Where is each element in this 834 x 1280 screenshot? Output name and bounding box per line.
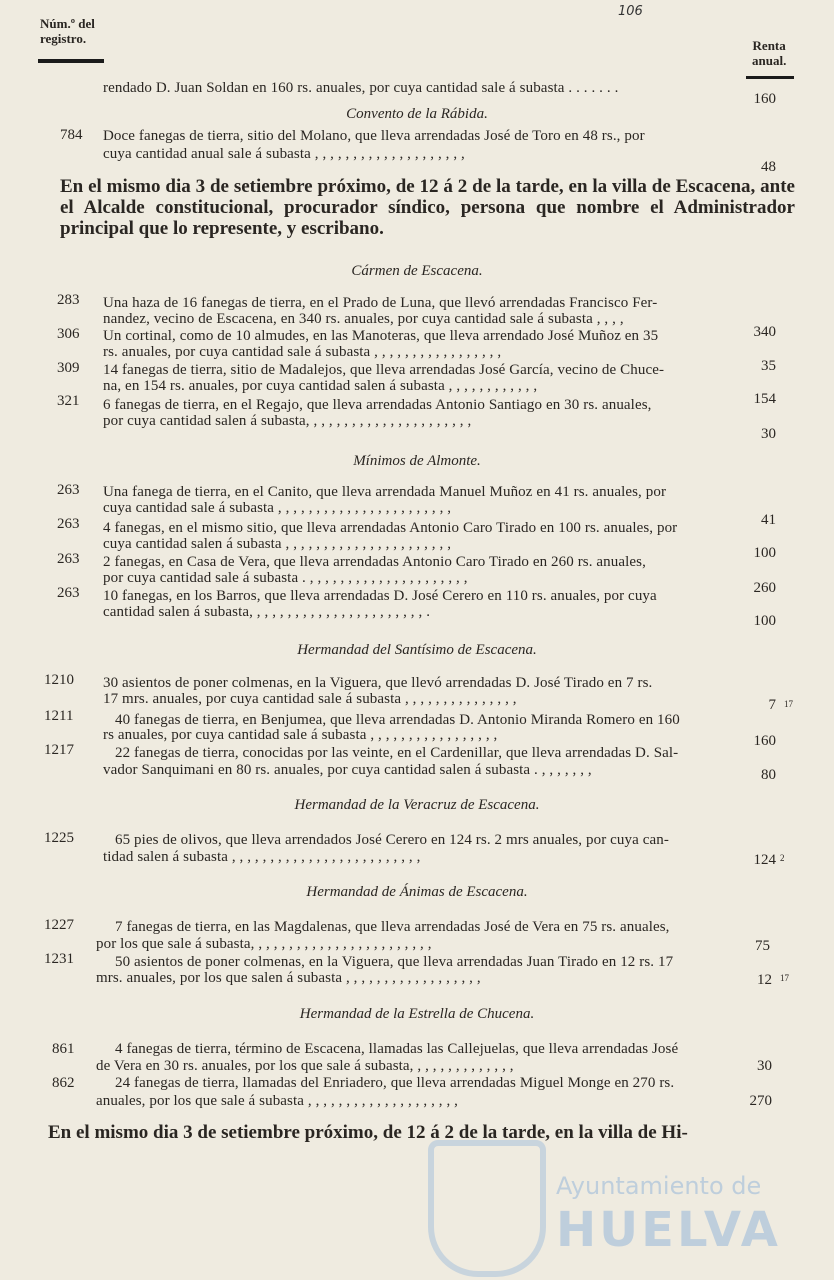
section-title-rabida: Convento de la Rábida.	[346, 106, 488, 122]
entry-line: na, en 154 rs. anuales, por cuya cantidad salen á subasta , , , , , , , , , , , ,	[103, 378, 538, 394]
entry-amount: 270	[749, 1093, 772, 1109]
entry-line: 4 fanegas, en el mismo sitio, que lleva arrendadas Antonio Caro Tirado en 100 rs. anuales, por	[103, 520, 678, 536]
section-title-veracruz: Hermandad de la Veracruz de Escacena.	[294, 797, 540, 813]
entry-amount: 41	[761, 512, 776, 528]
renta-label	[752, 38, 786, 68]
entry-amount: 30	[761, 426, 776, 442]
entry-amount: 124	[753, 852, 776, 868]
entry-line: vador Sanquimani en 80 rs. anuales, por cuya cantidad salen á subasta . , , , , , , ,	[103, 762, 592, 778]
entry-line: cuya cantidad anual sale á subasta , , , , , , , , , , , , , , , , , , , ,	[103, 146, 465, 162]
watermark-shield-icon	[428, 1140, 546, 1277]
registro-label	[40, 16, 95, 46]
entry-line: de Vera en 30 rs. anuales, por los que sale á subasta, , , , , , , , , , , , , ,	[96, 1058, 514, 1074]
header-rule-right	[746, 76, 794, 79]
registro-number: 1227	[44, 917, 74, 933]
entry-line: 40 fanegas de tierra, en Benjumea, que lleva arrendadas D. Antonio Miranda Romero en 160	[115, 712, 680, 728]
registro-number: 283	[57, 292, 80, 308]
entry-amount: 75	[755, 938, 770, 954]
entry-line: rs. anuales, por cuya cantidad sale á subasta , , , , , , , , , , , , , , , , ,	[103, 344, 502, 360]
entry-line: rs anuales, por cuya cantidad sale á subasta , , , , , , , , , , , , , , , , ,	[103, 727, 498, 743]
entry-amount: 30	[757, 1058, 772, 1074]
entry-line: 24 fanegas de tierra, llamadas del Enriadero, que lleva arrendadas Miguel Monge en 270 rs.	[115, 1075, 675, 1091]
registro-number: 263	[57, 482, 80, 498]
section-title-santisimo: Hermandad del Santísimo de Escacena.	[297, 642, 537, 658]
announcement-hinojos: En el mismo dia 3 de setiembre próximo, de 12 á 2 de la tarde, en la villa de Hi-	[48, 1122, 688, 1143]
entry-line: nandez, vecino de Escacena, en 340 rs. anuales, por cuya cantidad sale á subasta , , , ,	[103, 311, 624, 327]
registro-number: 263	[57, 551, 80, 567]
entry-amount: 340	[753, 324, 776, 340]
entry-line: por cuya cantidad salen á subasta, , , , , , , , , , , , , , , , , , , , , ,	[103, 413, 472, 429]
entry-amount-note: 17	[780, 973, 789, 983]
renta-label-line1: Renta	[752, 38, 786, 53]
entry-amount-note: 2	[780, 853, 785, 863]
registro-number: 861	[52, 1041, 75, 1057]
entry-line: 2 fanegas, en Casa de Vera, que lleva arrendadas Antonio Caro Tirado en 260 rs. anuales,	[103, 554, 646, 570]
entry-line: 22 fanegas de tierra, conocidas por las veinte, en el Cardenillar, que lleva arrendadas D. Sal-	[115, 745, 679, 761]
registro-number: 1225	[44, 830, 74, 846]
entry-amount: 100	[753, 545, 776, 561]
entry-line: anuales, por los que sale á subasta , , , , , , , , , , , , , , , , , , , ,	[96, 1093, 459, 1109]
entry-line: cuya cantidad sale á subasta , , , , , , , , , , , , , , , , , , , , , , ,	[103, 500, 452, 516]
top-continuation-line: rendado D. Juan Soldan en 160 rs. anuales, por cuya cantidad sale á subasta . . . . . . .	[103, 80, 619, 96]
registro-number: 1211	[44, 708, 74, 724]
entry-line: mrs. anuales, por los que salen á subasta , , , , , , , , , , , , , , , , , ,	[96, 970, 481, 986]
entry-amount: 35	[761, 358, 776, 374]
watermark-line1: Ayuntamiento de	[556, 1172, 762, 1200]
entry-line: Una fanega de tierra, en el Canito, que lleva arrendada Manuel Muñoz en 41 rs. anuales, por	[103, 484, 667, 500]
entry-line: 50 asientos de poner colmenas, en la Viguera, que lleva arrendadas Juan Tirado en 12 rs. 17	[115, 954, 674, 970]
registro-label-line2: registro.	[40, 31, 87, 46]
entry-line: 6 fanegas de tierra, en el Regajo, que lleva arrendadas Antonio Santiago en 30 rs. anuales,	[103, 397, 652, 413]
entry-line: por los que sale á subasta, , , , , , , , , , , , , , , , , , , , , , , ,	[96, 936, 432, 952]
registro-number: 784	[60, 127, 83, 143]
section-title-minimos: Mínimos de Almonte.	[353, 453, 481, 469]
registro-number: 321	[57, 393, 80, 409]
section-title-carmen: Cármen de Escacena.	[351, 263, 483, 279]
entry-amount: 260	[753, 580, 776, 596]
entry-amount: 48	[761, 159, 776, 175]
announcement-escacena: En el mismo dia 3 de setiembre próximo, de 12 á 2 de la tarde, en la villa de Escacena, ante el Alcalde constitucional, procurador síndico, persona que nombre el Administrador principal que lo represente, y escribano.	[60, 176, 795, 239]
registro-number: 1231	[44, 951, 74, 967]
renta-label-line2: anual.	[752, 53, 787, 68]
section-title-estrella: Hermandad de la Estrella de Chucena.	[299, 1006, 535, 1022]
entry-line: 14 fanegas de tierra, sitio de Madalejos, que lleva arrendadas José García, vecino de Chuce-	[103, 362, 665, 378]
entry-line: Una haza de 16 fanegas de tierra, en el Prado de Luna, que llevó arrendadas Francisco Fer-	[103, 295, 658, 311]
page-number: 106	[618, 4, 643, 19]
entry-line: cantidad salen á subasta, , , , , , , , , , , , , , , , , , , , , , , .	[103, 604, 431, 620]
entry-amount: 7	[768, 697, 776, 713]
top-amount: 160	[753, 91, 776, 107]
entry-line: 4 fanegas de tierra, término de Escacena, llamadas las Callejuelas, que lleva arrendadas José	[115, 1041, 679, 1057]
header-rule-left	[38, 59, 104, 63]
entry-line: cuya cantidad salen á subasta , , , , , , , , , , , , , , , , , , , , , ,	[103, 536, 452, 552]
registro-number: 263	[57, 516, 80, 532]
entry-amount: 160	[753, 733, 776, 749]
registro-number: 309	[57, 360, 80, 376]
section-title-animas: Hermandad de Ánimas de Escacena.	[306, 884, 528, 900]
entry-amount-note: 17	[784, 699, 793, 709]
entry-line: Un cortinal, como de 10 almudes, en las Manoteras, que lleva arrendado José Muñoz en 35	[103, 328, 659, 344]
entry-line: tidad salen á subasta , , , , , , , , , , , , , , , , , , , , , , , , ,	[103, 849, 421, 865]
registro-number: 1210	[44, 672, 74, 688]
watermark-line2: HUELVA	[556, 1202, 781, 1258]
entry-line: Doce fanegas de tierra, sitio del Molano, que lleva arrendadas José de Toro en 48 rs., por	[103, 128, 645, 144]
entry-line: 65 pies de olivos, que lleva arrendados José Cerero en 124 rs. 2 mrs anuales, por cuya can-	[115, 832, 669, 848]
entry-amount: 12	[757, 972, 772, 988]
registro-number: 862	[52, 1075, 75, 1091]
entry-amount: 100	[753, 613, 776, 629]
registro-number: 263	[57, 585, 80, 601]
entry-line: 7 fanegas de tierra, en las Magdalenas, que lleva arrendadas José de Vera en 75 rs. anuales,	[115, 919, 670, 935]
entry-line: 17 mrs. anuales, por cuya cantidad sale á subasta , , , , , , , , , , , , , , ,	[103, 691, 517, 707]
entry-line: 10 fanegas, en los Barros, que lleva arrendadas D. José Cerero en 110 rs. anuales, por cuya	[103, 588, 657, 604]
registro-number: 1217	[44, 742, 74, 758]
entry-line: por cuya cantidad sale á subasta . , , , , , , , , , , , , , , , , , , , , ,	[103, 570, 468, 586]
registro-number: 306	[57, 326, 80, 342]
entry-amount: 80	[761, 767, 776, 783]
entry-amount: 154	[753, 391, 776, 407]
registro-label-line1: Núm.º del	[40, 16, 95, 31]
entry-line: 30 asientos de poner colmenas, en la Viguera, que llevó arrendadas D. José Tirado en 7 rs.	[103, 675, 653, 691]
